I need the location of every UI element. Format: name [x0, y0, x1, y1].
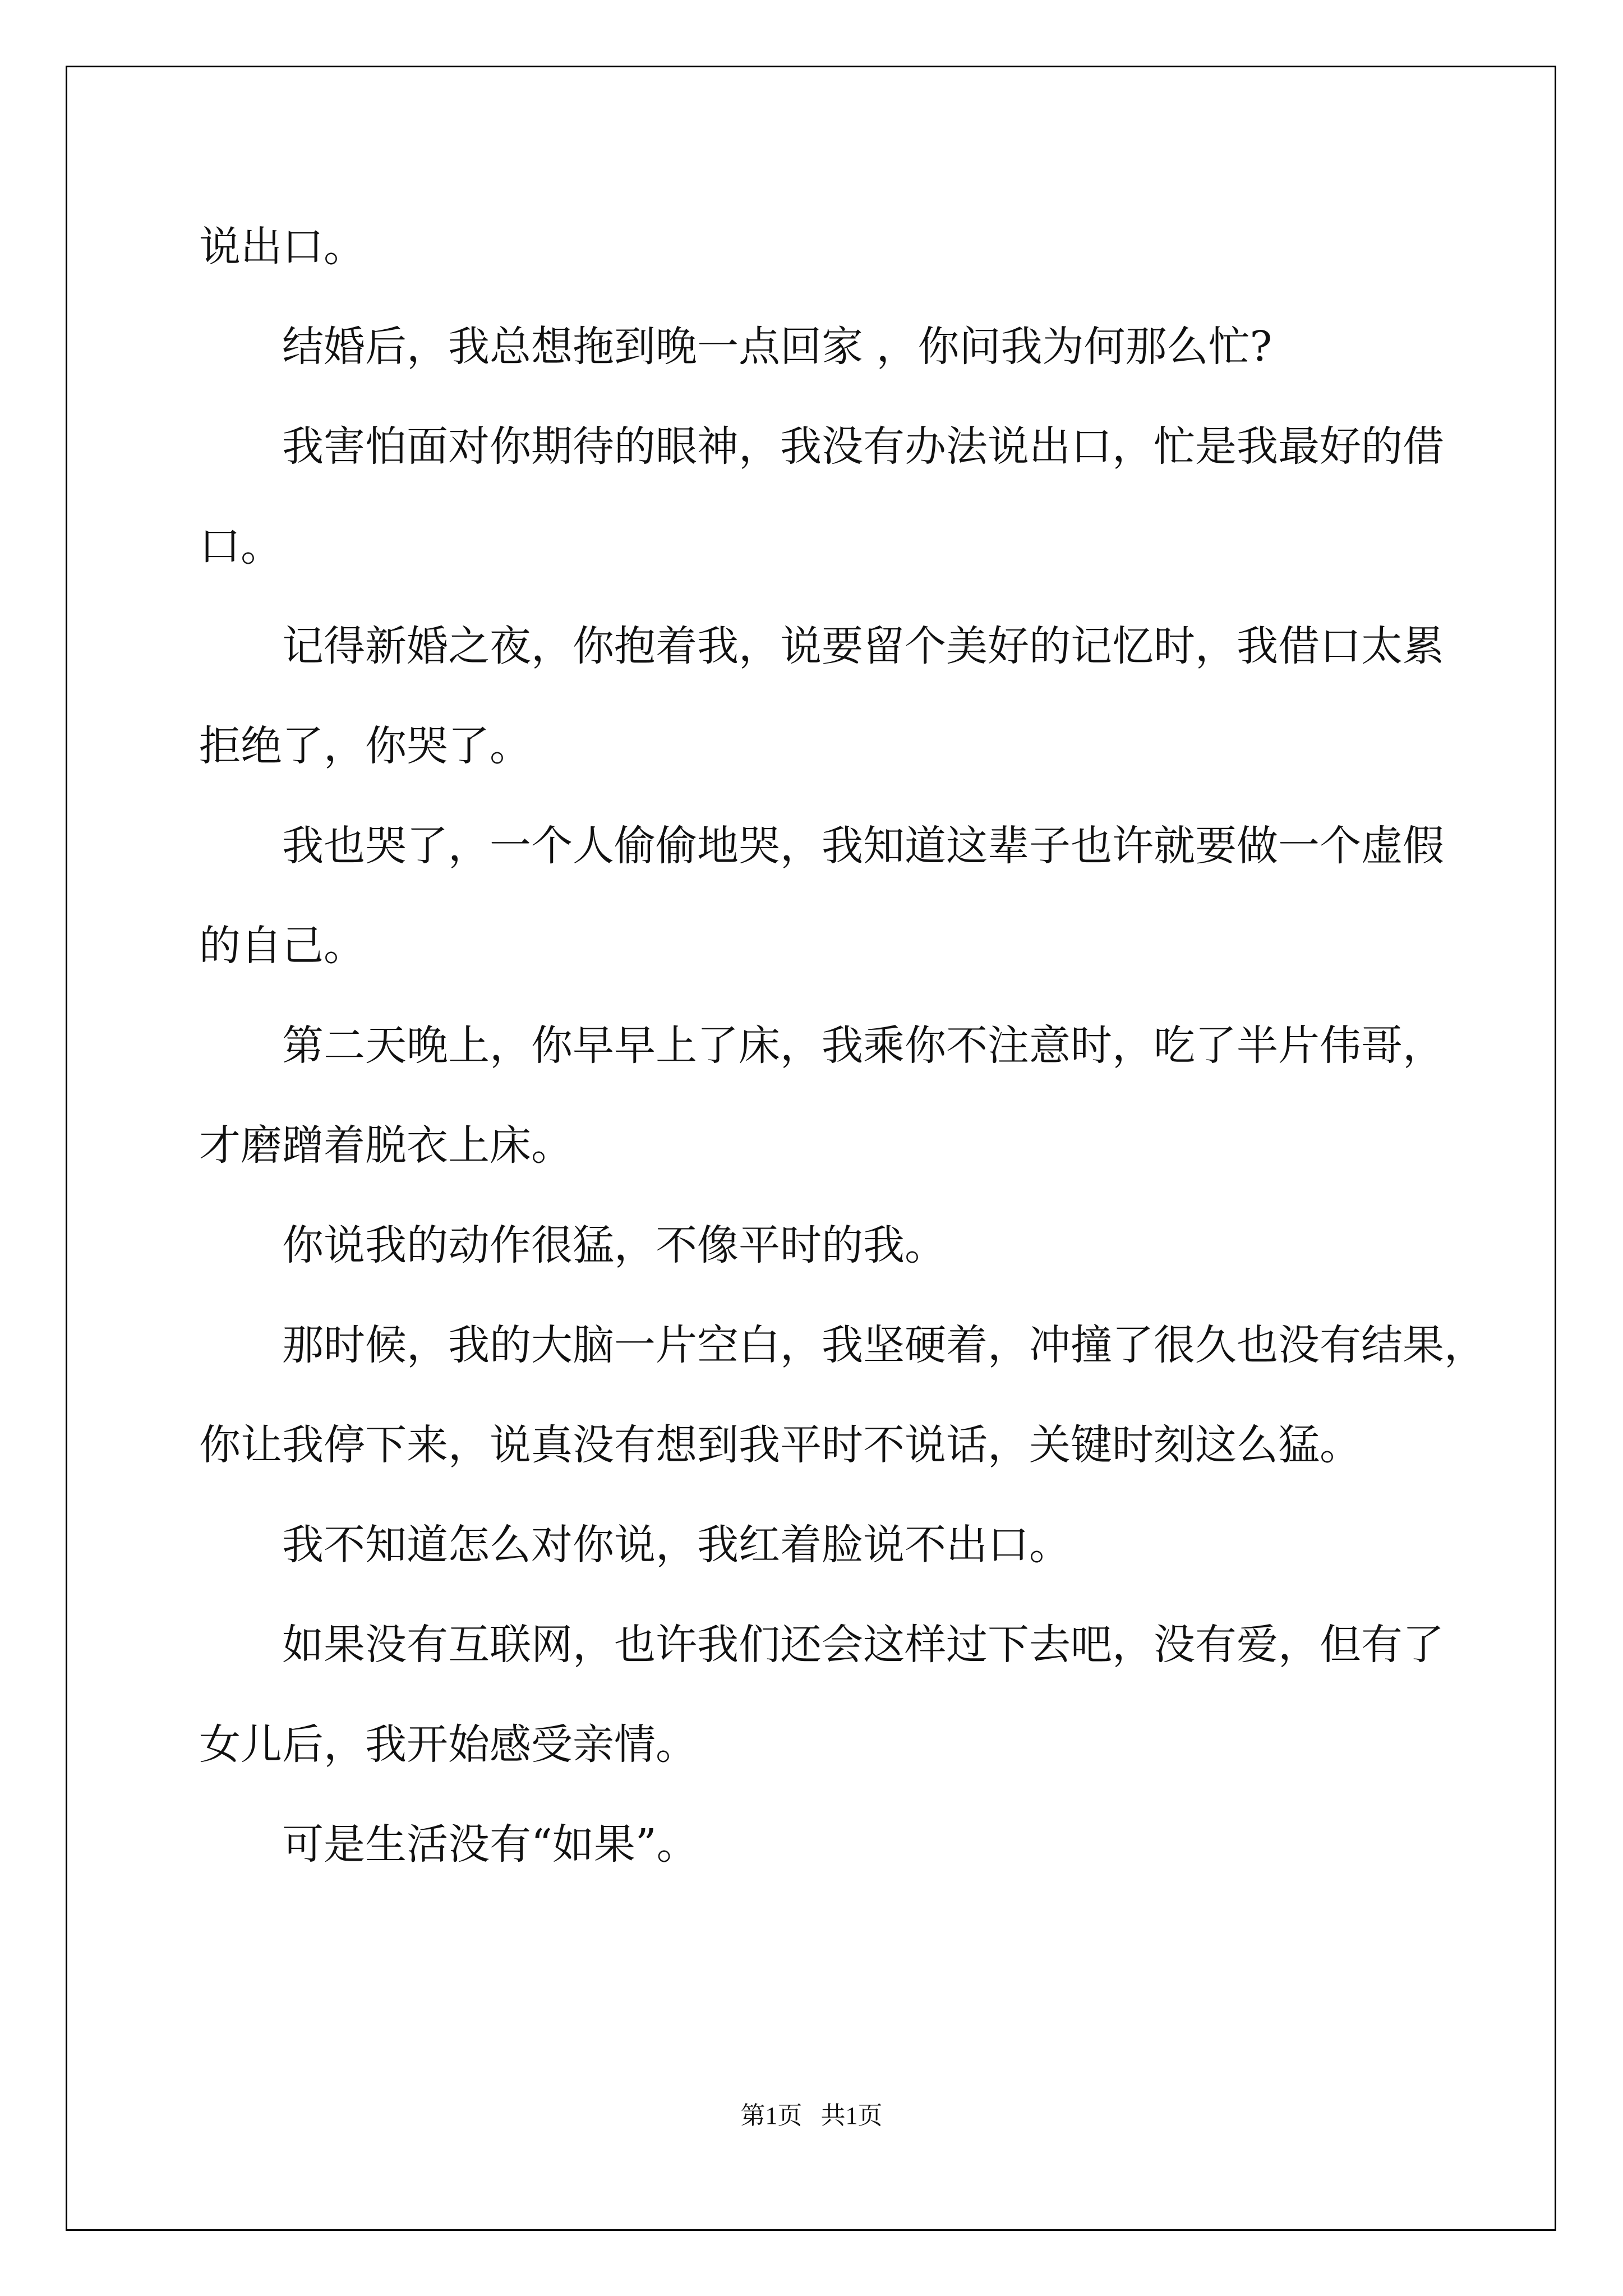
text-line: 可是生活没有“如果”。 — [282, 1820, 698, 1869]
text-line: 拒绝了，你哭了。 — [199, 722, 531, 770]
text-line: 说出口。 — [199, 223, 365, 271]
document-body — [199, 222, 1486, 1919]
text-line: 结婚后，我总想拖到晚一点回家 ，你问我为何那么忙? — [282, 323, 1272, 371]
text-line: 那时候，我的大脑一片空白，我坚硬着，冲撞了很久也没有结果， — [282, 1321, 1486, 1369]
text-line: 你让我停下来，说真没有想到我平时不说话，关键时刻这么猛。 — [199, 1421, 1361, 1469]
text-line: 我不知道怎么对你说，我红着脸说不出口。 — [282, 1521, 1071, 1569]
text-line: 如果没有互联网，也许我们还会这样过下去吧，没有爱，但有了 — [282, 1621, 1444, 1669]
text-line: 才磨蹭着脱衣上床。 — [199, 1121, 573, 1170]
text-line: 你说我的动作很猛，不像平时的我。 — [282, 1221, 946, 1269]
text-line: 我害怕面对你期待的眼神，我没有办法说出口，忙是我最好的借 — [282, 422, 1444, 471]
text-line: 女儿后，我开始感受亲情。 — [199, 1720, 697, 1769]
text-line: 记得新婚之夜，你抱着我，说要留个美好的记忆时，我借口太累 — [282, 622, 1444, 670]
text-line: 口。 — [199, 522, 282, 570]
text-line: 第二天晚上，你早早上了床，我乘你不注意时，吃了半片伟哥， — [282, 1022, 1444, 1070]
text-line: 的自己。 — [199, 922, 365, 970]
text-line: 我也哭了，一个人偷偷地哭，我知道这辈子也许就要做一个虚假 — [282, 822, 1444, 870]
page-number-footer: 第1页 共1页 — [740, 2102, 883, 2129]
